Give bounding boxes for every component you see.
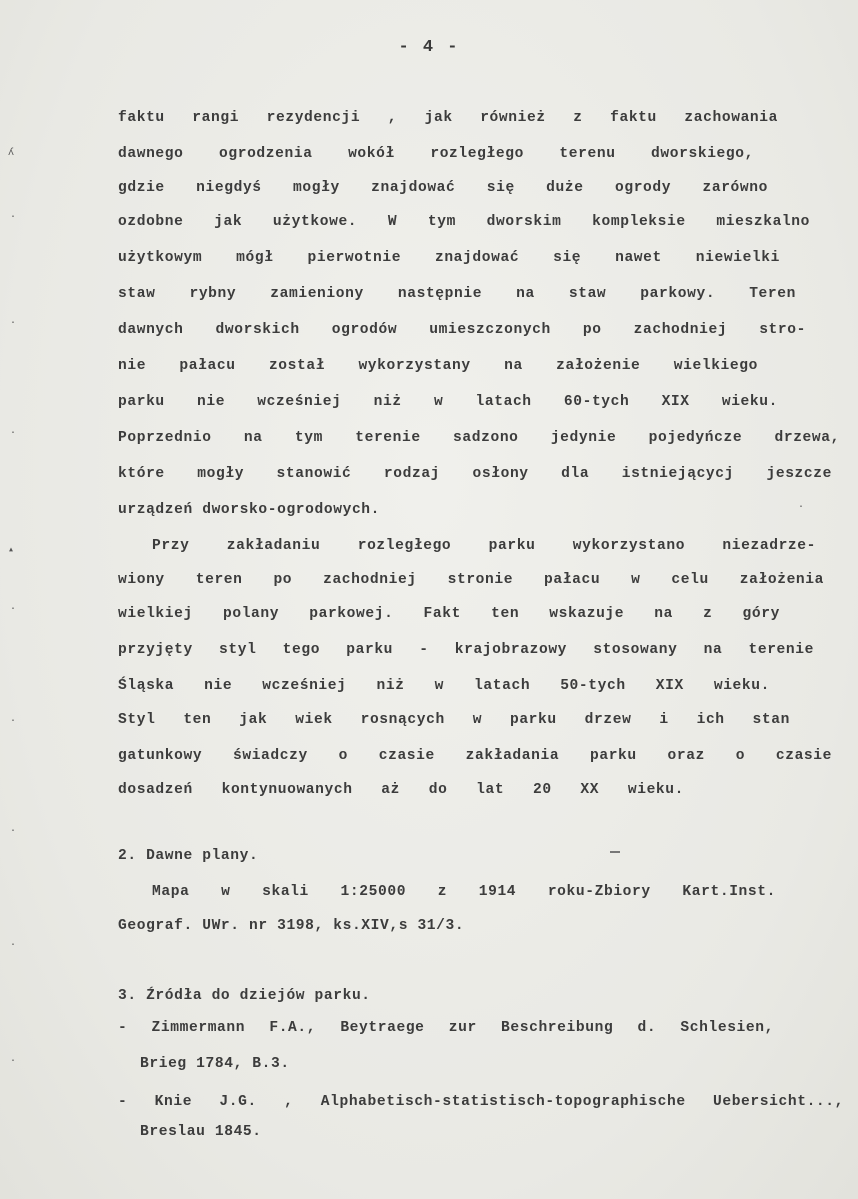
text-line: dosadzeń kontynuowanych aż do lat 20 XX wieku. [118,782,684,798]
text-line: nie pałacu został wykorzystany na założenie wielkiego [118,358,758,374]
text-line: wielkiej polany parkowej. Fakt ten wskazuje na z góry [118,606,780,622]
reference-item: - Zimmermann F.A., Beytraege zur Beschreibung d. Schlesien, [118,1020,774,1036]
text-line: staw rybny zamieniony następnie na staw parkowy. Teren [118,286,796,302]
text-line: ozdobne jak użytkowe. W tym dworskim kompleksie mieszkalno [118,214,810,230]
text-line: faktu rangi rezydencji , jak również z faktu zachowania [118,110,778,126]
text-line: wiony teren po zachodniej stronie pałacu w celu założenia [118,572,824,588]
margin-mark: · [10,940,17,951]
speck: · [798,502,805,513]
reference-item: - Knie J.G. , Alphabetisch-statistisch-topographische Uebersicht..., [118,1094,844,1110]
text-line: użytkowym mógł pierwotnie znajdować się nawet niewielki [118,250,780,266]
text-line: Mapa w skali 1:25000 z 1914 roku-Zbiory Kart.Inst. [152,884,776,900]
text-line: Geograf. UWr. nr 3198, ks.XIV,s 31/3. [118,918,465,934]
text-line: gdzie niegdyś mogły znajdować się duże ogrody zarówno [118,180,768,196]
text-line: Śląska nie wcześniej niż w latach 50-tych XIX wieku. [118,678,770,694]
margin-mark: · [10,428,17,439]
margin-mark: · [10,716,17,727]
section-heading: 3. Źródła do dziejów parku. [118,988,371,1004]
margin-mark: · [10,212,17,223]
text-line: Poprzednio na tym terenie sadzono jedynie pojedyńcze drzewa, [118,430,840,446]
text-line: przyjęty styl tego parku - krajobrazowy stosowany na terenie [118,642,814,658]
text-line: parku nie wcześniej niż w latach 60-tych XIX wieku. [118,394,778,410]
text-line: gatunkowy świadczy o czasie zakładania parku oraz o czasie [118,748,832,764]
text-line: dawnego ogrodzenia wokół rozległego terenu dworskiego, [118,146,754,162]
margin-mark: · [10,1056,17,1067]
speck [610,851,620,853]
text-line: które mogły stanowić rodzaj osłony dla istniejącycj jeszcze [118,466,832,482]
margin-mark: · [10,826,17,837]
reference-item-cont: Breslau 1845. [140,1124,262,1140]
margin-mark: · [10,318,17,329]
text-line: urządzeń dworsko-ogrodowych. [118,502,381,518]
margin-mark: ʎ [8,148,15,159]
reference-item-cont: Brieg 1784, B.3. [140,1056,290,1072]
margin-mark: ▴ [8,545,15,556]
text-line: Styl ten jak wiek rosnących w parku drzew i ich stan [118,712,790,728]
text-line: Przy zakładaniu rozległego parku wykorzystano niezadrze- [152,538,816,554]
text-line: dawnych dworskich ogrodów umieszczonych po zachodniej stro- [118,322,806,338]
section-heading: 2. Dawne plany. [118,848,259,864]
margin-mark: · [10,604,17,615]
page-number: - 4 - [398,38,460,57]
